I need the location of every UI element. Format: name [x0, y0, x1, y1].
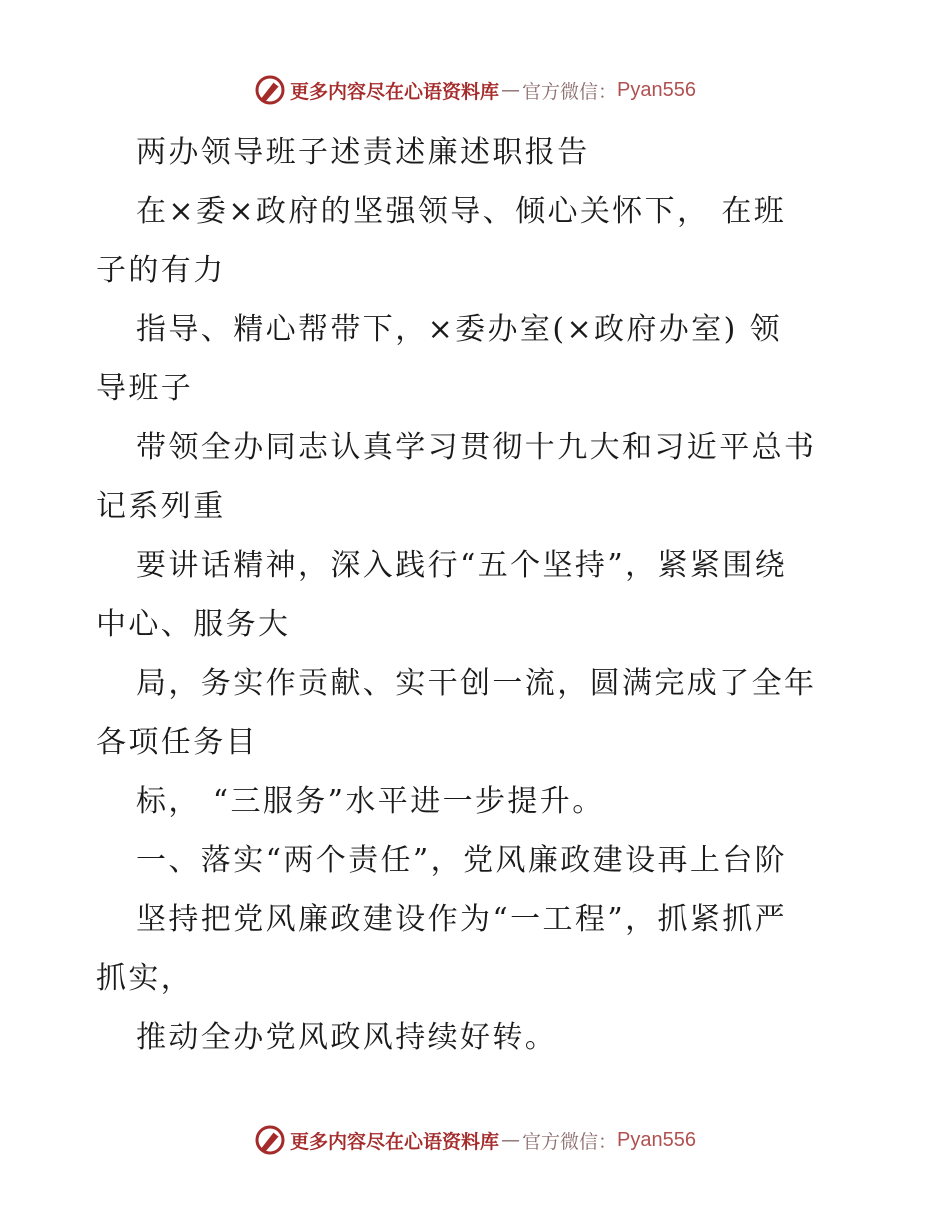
text-line: 要讲话精神，深入践行“五个坚持”，紧紧围绕 — [136, 548, 788, 583]
watermark-official-label: 官方微信： — [522, 1130, 618, 1153]
watermark-dash: — — [501, 79, 521, 101]
text-line: 中心、服务大 — [96, 607, 291, 642]
text-line: 指导、精心帮带下，×委办室(×政府办室) 领 — [136, 312, 783, 347]
document-title: 两办领导班子述责述廉述职报告 — [136, 135, 590, 170]
stamp-pen-logo-icon — [254, 74, 286, 106]
watermark-wechat-id: Pyan556 — [617, 1128, 696, 1151]
document-body — [96, 123, 856, 1067]
text-line: 记系列重 — [96, 489, 226, 524]
text-line: 各项任务目 — [96, 725, 258, 760]
watermark-text: 更多内容尽在心语资料库 — [290, 1130, 500, 1153]
section-heading: 一、落实“两个责任”，党风廉政建设再上台阶 — [136, 843, 788, 878]
watermark-official-label: 官方微信： — [522, 80, 618, 103]
text-line: 带领全办同志认真学习贯彻十九大和习近平总书 — [136, 430, 817, 465]
stamp-pen-logo-icon — [254, 1124, 286, 1156]
text-line: 在×委×政府的坚强领导、倾心关怀下， 在班 — [136, 194, 787, 229]
text-line: 导班子 — [96, 371, 194, 406]
watermark-text: 更多内容尽在心语资料库 — [290, 80, 500, 103]
text-line: 抓实， — [96, 961, 194, 996]
watermark-wechat-id: Pyan556 — [617, 78, 696, 101]
text-line: 局，务实作贡献、实干创一流，圆满完成了全年 — [136, 666, 817, 701]
footer-watermark — [0, 1120, 950, 1160]
text-line: 坚持把党风廉政建设作为“一工程”，抓紧抓严 — [136, 902, 788, 937]
watermark-dash: — — [501, 1129, 521, 1151]
text-line: 标， “三服务”水平进一步提升。 — [136, 784, 605, 819]
header-watermark — [0, 70, 950, 110]
text-line: 子的有力 — [96, 253, 226, 288]
text-line: 推动全办党风政风持续好转。 — [136, 1020, 558, 1055]
